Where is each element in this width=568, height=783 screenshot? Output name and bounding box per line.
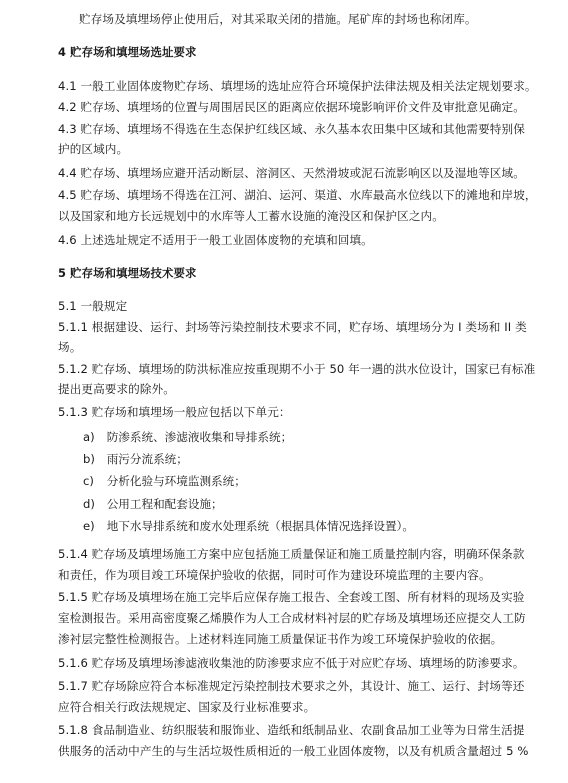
clause-5-1-6: 5.1.6 贮存场及填埋场渗滤液收集池的防渗要求应不低于对应贮存场、填埋场的防渗要求。	[58, 656, 525, 670]
clause-4-1: 4.1 一般工业固体废物贮存场、填埋场的选址应符合环境保护法律法规及相关法定规划要求。	[58, 79, 537, 93]
list-item-label: b)	[83, 452, 95, 466]
list-item-label: d)	[83, 497, 95, 511]
clause-5-1-7-continued: 应符合相关行政法规规定、国家及行业标准要求。	[58, 700, 316, 714]
clause-5-1-5-continued-1: 室检测报告。采用高密度聚乙烯膜作为人工合成材料衬层的贮存场及填埋场还应提交人工防	[58, 611, 526, 625]
clause-4-6: 4.6 上述选址规定不适用于一般工业固体废物的充填和回填。	[58, 233, 373, 247]
clause-5-1-8-continued: 供服务的活动中产生的与生活垃圾性质相近的一般工业固体废物，以及有机质含量超过 5 %	[58, 744, 529, 758]
list-item-label: e)	[83, 519, 95, 533]
clause-4-5-continued: 以及国家和地方长远规划中的水库等人工蓄水设施的淹没区和保护区之内。	[58, 209, 444, 223]
list-item-text: 分析化验与环境监测系统；	[106, 474, 246, 488]
section-5-heading: 5 贮存场和填埋场技术要求	[58, 266, 197, 280]
list-item-text: 雨污分流系统；	[106, 452, 188, 466]
clause-5-1: 5.1 一般规定	[58, 299, 128, 313]
clause-5-1-2-continued: 提出更高要求的除外。	[58, 382, 175, 396]
list-item-text: 防渗系统、渗滤液收集和导排系统；	[106, 430, 293, 444]
list-item-label: c)	[83, 474, 94, 488]
list-item-e	[83, 519, 414, 533]
clause-5-1-2: 5.1.2 贮存场、填埋场的防洪标准应按重现期不小于 50 年一遇的洪水位设计，国家已有标准	[58, 362, 536, 376]
clause-5-1-5-continued-2: 渗衬层完整性检测报告。上述材料连同施工质量保证书作为竣工环境保护验收的依据。	[58, 632, 503, 646]
clause-4-4: 4.4 贮存场、填埋场应避开活动断层、溶洞区、天然滑坡或泥石流影响区以及湿地等区域。	[58, 166, 525, 180]
list-item-a	[83, 430, 292, 444]
list-item-label: a)	[83, 430, 95, 444]
list-item-d	[83, 497, 223, 511]
clause-4-2: 4.2 贮存场、填埋场的位置与周围居民区的距离应依据环境影响评价文件及审批意见确定。	[58, 100, 525, 114]
clause-5-1-1-continued: 场。	[58, 340, 82, 354]
clause-5-1-1: 5.1.1 根据建设、运行、封场等污染控制技术要求不同，贮存场、填埋场分为 I 类场和 II 类	[58, 320, 527, 334]
list-item-b	[83, 452, 188, 466]
clause-5-1-3: 5.1.3 贮存场和填埋场一般应包括以下单元：	[58, 405, 291, 419]
clause-5-1-4-continued: 和责任，作为项目竣工环境保护验收的依据，同时可作为建设环境监理的主要内容。	[58, 568, 491, 582]
list-item-c	[83, 474, 246, 488]
clause-4-3: 4.3 贮存场、填埋场不得选在生态保护红线区域、永久基本农田集中区域和其他需要特别保	[58, 122, 525, 136]
list-item-text: 地下水导排系统和废水处理系统（根据具体情况选择设置）。	[106, 519, 414, 533]
clause-5-1-4: 5.1.4 贮存场及填埋场施工方案中应包括施工质量保证和施工质量控制内容，明确环保条款	[58, 547, 525, 561]
clause-4-3-continued: 护的区域内。	[58, 142, 129, 156]
section-4-heading: 4 贮存场和填埋场选址要求	[58, 45, 197, 59]
list-item-text: 公用工程和配套设施；	[106, 497, 223, 511]
clause-5-1-5: 5.1.5 贮存场及填埋场在施工完毕后应保存施工报告、全套竣工图、所有材料的现场及实验	[58, 590, 525, 604]
clause-5-1-7: 5.1.7 贮存场除应符合本标准规定污染控制技术要求之外，其设计、施工、运行、封场等还	[58, 679, 525, 693]
clause-4-5: 4.5 贮存场、填埋场不得选在江河、湖泊、运河、渠道、水库最高水位线以下的滩地和岸坡，	[58, 188, 537, 202]
clause-5-1-8: 5.1.8 食品制造业、纺织服装和服饰业、造纸和纸制品业、农副食品加工业等为日常生活提	[58, 723, 525, 737]
closure-definition-text: 贮存场及填埋场停止使用后，对其采取关闭的措施。尾矿库的封场也称闭库。	[79, 12, 477, 26]
